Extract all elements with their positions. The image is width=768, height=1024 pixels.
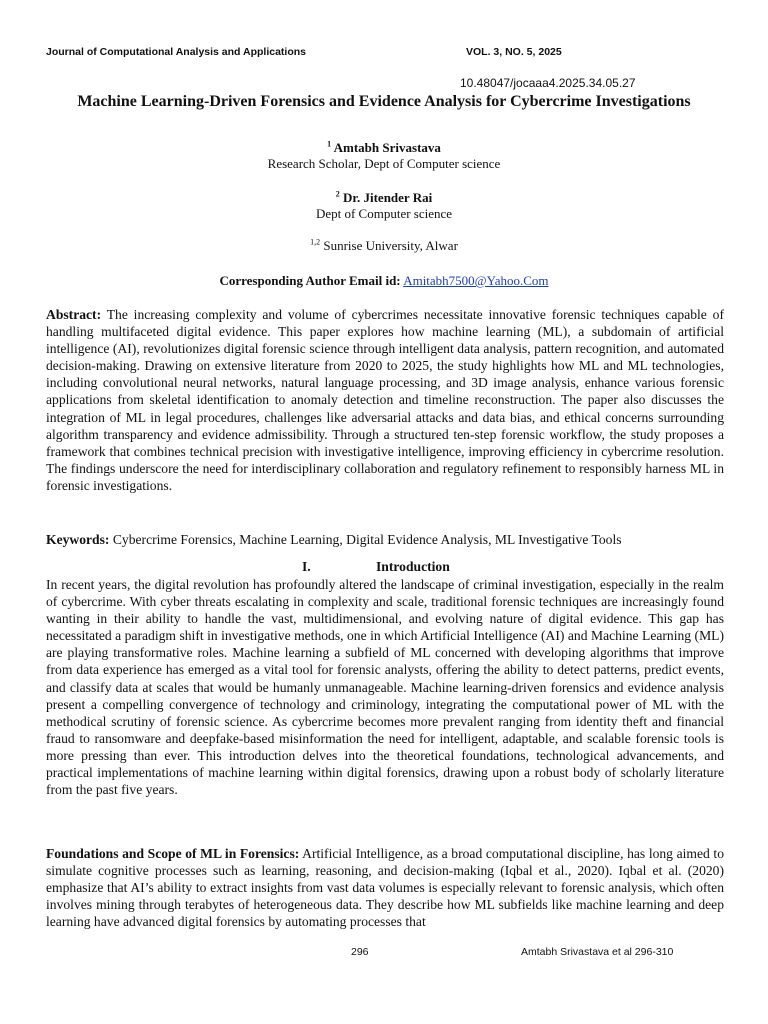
abstract-label: Abstract: [46,307,102,322]
section-title: Introduction [376,559,450,574]
author-2-superscript: 2 [335,189,340,199]
author-1 [0,140,768,172]
corresponding-email-link[interactable]: Amitabh7500@Yahoo.Com [403,273,549,288]
footer-citation: Amtabh Srivastava et al 296-310 [521,946,674,958]
keywords-text: Cybercrime Forensics, Machine Learning, Digital Evidence Analysis, ML Investigative Tools [112,532,622,547]
page-number: 296 [351,946,369,958]
volume-issue: VOL. 3, NO. 5, 2025 [466,46,562,58]
doi: 10.48047/jocaaa4.2025.34.05.27 [460,76,636,90]
author-2 [0,190,768,222]
abstract-text: The increasing complexity and volume of cybercrimes necessitate innovative forensic techniques capable of handling multifaceted digital evidence. This paper explores how machine learning (ML), a subdomain of artificial intelligence (AI), revolutionizes digital forensic science through intelligent data analysis, pattern recognition, and automated decision-making. Drawing on extensive literature from 2020 to 2025, the study highlights how ML and ML technologies, including convolutional neural networks, natural language processing, and 3D image analysis, enhance various forensic applications from skeletal identification to anomaly detection and timeline reconstruction. The paper also discusses the integration of ML in legal procedures, challenges like adversarial attacks and data bias, and ethical concerns surrounding algorithm transparency and evidence admissibility. Through a structured ten-step forensic workflow, the study proposes a framework that combines technical precision with investigative intelligence, improving efficiency in cybercrime resolution. The findings underscore the need for interdisciplinary collaboration and regulatory refinement to responsibly harness ML in forensic investigations. [46,307,724,493]
keywords [46,531,724,548]
running-header [46,46,722,62]
author-1-name: Amtabh Srivastava [333,140,441,155]
corresponding-author [0,273,768,289]
foundations-text: Artificial Intelligence, as a broad computational discipline, has long aimed to simulate cognitive processes such as learning, reasoning, and decision-making (Iqbal et al., 2020). Iqbal et al. (2020) emphasize that AI’s ability to extract insights from vast data volumes is especially relevant to forensic analysis, which often involves mining through terabytes of heterogeneous data. They describe how ML subfields like machine learning and deep learning have advanced digital forensics by automating processes that [46,846,724,930]
introduction-paragraph: In recent years, the digital revolution has profoundly altered the landscape of criminal investigation, especially in the realm of cybercrime. With cyber threats escalating in complexity and scale, traditional forensic techniques are increasingly found wanting in their ability to handle the vast, multidimensional, and evolving nature of digital evidence. This gap has necessitated a paradigm shift in investigative methods, one in which Artificial Intelligence (AI) and Machine Learning (ML) are playing transformative roles. Machine learning a subfield of ML concerned with developing algorithms that improve from data experience has emerged as a vital tool for forensic analysts, offering the ability to detect patterns, predict events, and classify data at scales that would be humanly unmanageable. Machine learning-driven forensics and evidence analysis present a compelling convergence of technology and criminology, integrating the computational power of ML with the methodical scrutiny of forensic science. As cybercrime becomes more prevalent ranging from identity theft and financial fraud to ransomware and deepfake-based misinformation the need for intelligent, adaptable, and scalable forensic tools is more pressing than ever. This introduction delves into the theoretical foundations, technological advancements, and practical implementations of machine learning within digital forensics, drawing upon a robust body of scholarly literature from the past five years. [46,577,724,798]
university-name: Sunrise University, Alwar [323,238,458,253]
author-1-affiliation: Research Scholar, Dept of Computer science [267,156,501,171]
section-number: I. [302,559,311,574]
foundations-label: Foundations and Scope of ML in Forensics: [46,846,300,861]
university-superscript: 1,2 [310,237,321,247]
author-2-affiliation: Dept of Computer science [315,206,453,221]
foundations-paragraph [46,845,724,930]
keywords-label: Keywords: [46,532,110,547]
author-2-name: Dr. Jitender Rai [343,190,433,205]
corresponding-label: Corresponding Author Email id: [219,273,401,288]
university [0,238,768,254]
paper-title: Machine Learning-Driven Forensics and Evidence Analysis for Cybercrime Investigations [77,93,691,110]
abstract [46,306,724,494]
page-footer [0,946,768,962]
author-1-superscript: 1 [327,139,332,149]
journal-name: Journal of Computational Analysis and Applications [46,46,306,58]
